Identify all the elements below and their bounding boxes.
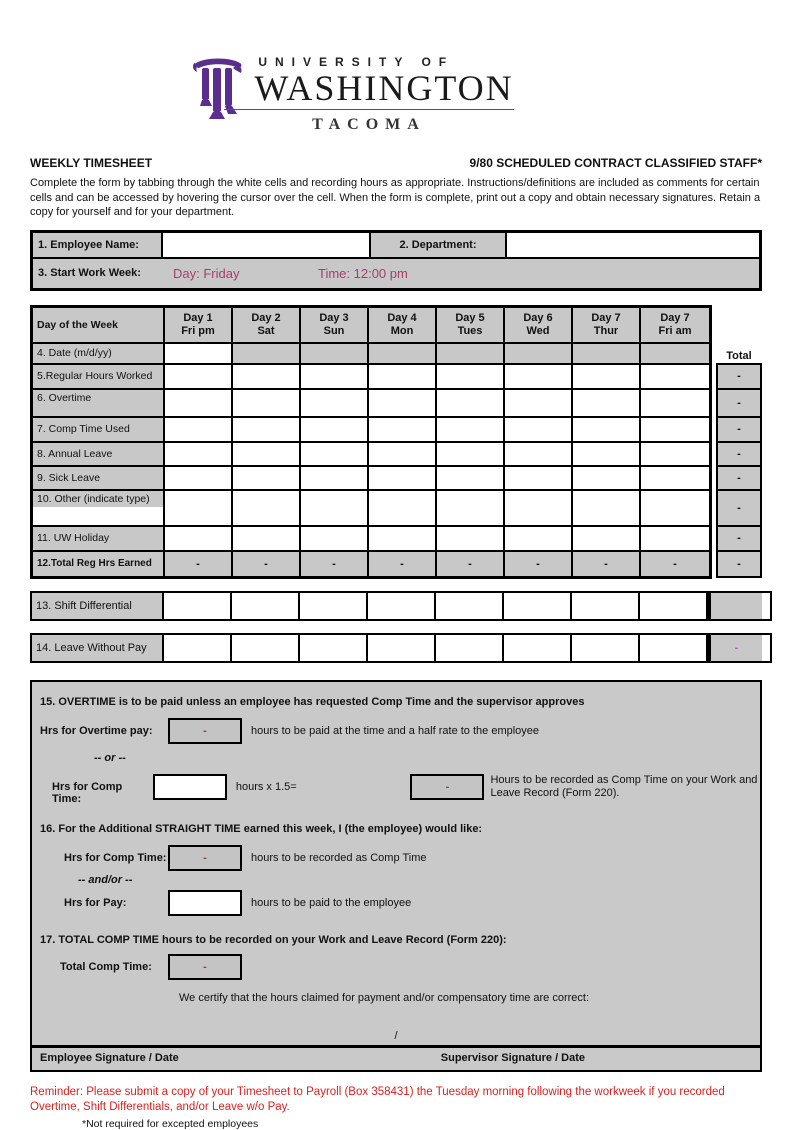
hours-cell[interactable] bbox=[641, 390, 709, 416]
hours-cell[interactable] bbox=[505, 443, 573, 465]
employee-name-label: 1. Employee Name: bbox=[33, 233, 163, 257]
shift-differential-band bbox=[30, 591, 772, 621]
section16-title: 16. For the Additional STRAIGHT TIME earned this week, I (the employee) would like: bbox=[40, 822, 483, 835]
date-cell bbox=[505, 344, 573, 363]
section17-title: 17. TOTAL COMP TIME hours to be recorded on your Work and Leave Record (Form 220): bbox=[40, 933, 507, 946]
mult-text: hours x 1.5= bbox=[235, 780, 297, 793]
logo-divider bbox=[224, 109, 513, 110]
total-regular: - bbox=[716, 363, 762, 390]
hours-cell[interactable] bbox=[369, 443, 437, 465]
start-day-value[interactable]: Day: Friday bbox=[173, 265, 240, 281]
shift-cell[interactable] bbox=[232, 593, 300, 619]
form-subtitle: 9/80 SCHEDULED CONTRACT CLASSIFIED STAFF* bbox=[469, 156, 762, 170]
date-cell bbox=[573, 344, 641, 363]
hours-cell[interactable] bbox=[505, 390, 573, 416]
shift-cell[interactable] bbox=[300, 593, 368, 619]
start-time-value[interactable]: Time: 12:00 pm bbox=[318, 265, 408, 281]
start-work-week-row bbox=[33, 259, 759, 288]
comp-time-desc-16: hours to be recorded as Comp Time bbox=[251, 851, 427, 864]
hrs-comp-time-label-15: Hrs for Comp Time: bbox=[52, 780, 123, 805]
lwop-cell[interactable] bbox=[436, 635, 504, 661]
hours-cell[interactable] bbox=[573, 390, 641, 416]
certify-text: We certify that the hours claimed for payment and/or compensatory time are correct: bbox=[179, 991, 590, 1004]
hours-cell[interactable] bbox=[437, 390, 505, 416]
hours-cell[interactable] bbox=[573, 527, 641, 550]
hours-cell[interactable] bbox=[165, 527, 233, 550]
hours-cell[interactable] bbox=[301, 418, 369, 441]
row-other bbox=[33, 491, 709, 527]
table-header-row bbox=[33, 308, 709, 344]
shift-cell[interactable] bbox=[368, 593, 436, 619]
row-total-reg-label: 12.Total Reg Hrs Earned bbox=[33, 552, 165, 576]
col-header-day6: Day 6 Wed bbox=[505, 308, 573, 342]
total-reg-cell: - bbox=[437, 552, 505, 576]
hours-cell[interactable] bbox=[369, 467, 437, 489]
col-header-day2: Day 2 Sat bbox=[233, 308, 301, 342]
hours-cell[interactable] bbox=[301, 390, 369, 416]
supervisor-signature-label: Supervisor Signature / Date bbox=[440, 1051, 586, 1064]
payroll-reminder: Reminder: Please submit a copy of your Timesheet to Payroll (Box 358431) the Tuesday morning following the workweek if you recorded Overtime, Shift Differentials, and/or Leave w/o Pay. bbox=[30, 1085, 725, 1114]
comp-result-desc: Hours to be recorded as Comp Time on your Work and Leave Record (Form 220). bbox=[490, 773, 758, 799]
date-cell bbox=[233, 344, 301, 363]
shift-cell[interactable] bbox=[504, 593, 572, 619]
lwop-cell[interactable] bbox=[572, 635, 640, 661]
hours-cell[interactable] bbox=[301, 467, 369, 489]
col-header-day5: Day 5 Tues bbox=[437, 308, 505, 342]
hours-cell[interactable] bbox=[505, 418, 573, 441]
signature-slash: / bbox=[394, 1029, 398, 1042]
corner-header: Day of the Week bbox=[33, 308, 165, 342]
leave-without-pay-band bbox=[30, 633, 772, 663]
section15-title: 15. OVERTIME is to be paid unless an employee has requested Comp Time and the supervisor approves bbox=[40, 695, 585, 708]
logo-tacoma: TACOMA bbox=[312, 116, 426, 133]
hours-cell[interactable] bbox=[641, 467, 709, 489]
hours-cell[interactable] bbox=[165, 365, 233, 388]
hours-cell[interactable] bbox=[233, 467, 301, 489]
total-sick: - bbox=[716, 465, 762, 491]
row-annual-label: 8. Annual Leave bbox=[33, 443, 165, 465]
row-sick-leave bbox=[33, 467, 709, 491]
total-reg-cell: - bbox=[369, 552, 437, 576]
hours-cell[interactable] bbox=[437, 527, 505, 550]
shift-differential-total bbox=[708, 593, 762, 619]
row-other-label: 10. Other (indicate type) bbox=[33, 491, 163, 507]
hours-cell[interactable] bbox=[233, 365, 301, 388]
start-work-week-label: 3. Start Work Week: bbox=[38, 267, 141, 280]
hours-cell[interactable] bbox=[165, 467, 233, 489]
hrs-for-pay-label: Hrs for Pay: bbox=[64, 896, 127, 909]
hours-cell[interactable] bbox=[233, 491, 301, 525]
hours-cell[interactable] bbox=[573, 443, 641, 465]
or-separator: -- or -- bbox=[94, 751, 126, 764]
hrs-comp-time-label-16: Hrs for Comp Time: bbox=[64, 851, 167, 864]
row-sick-label: 9. Sick Leave bbox=[33, 467, 165, 489]
excepted-footnote: *Not required for excepted employees bbox=[82, 1117, 259, 1130]
employee-row bbox=[33, 233, 759, 259]
row-overtime bbox=[33, 390, 709, 418]
total-other: - bbox=[716, 489, 762, 527]
hours-cell[interactable] bbox=[165, 418, 233, 441]
hrs-comp-time-input-15[interactable] bbox=[153, 774, 227, 800]
hours-cell[interactable] bbox=[369, 418, 437, 441]
col-header-day7: Day 7 Thur bbox=[573, 308, 641, 342]
hours-cell[interactable] bbox=[437, 491, 505, 525]
leave-without-pay-label: 14. Leave Without Pay bbox=[32, 635, 164, 661]
total-reg-cell: - bbox=[233, 552, 301, 576]
form-title: WEEKLY TIMESHEET bbox=[30, 156, 153, 170]
hours-cell[interactable] bbox=[641, 443, 709, 465]
row-uw-holiday bbox=[33, 527, 709, 552]
row-total-reg-hrs bbox=[33, 552, 709, 576]
hours-cell[interactable] bbox=[641, 418, 709, 441]
lwop-cell[interactable] bbox=[640, 635, 708, 661]
total-column bbox=[716, 305, 762, 578]
row-comp-time-used bbox=[33, 418, 709, 443]
date-cell bbox=[437, 344, 505, 363]
hours-cell[interactable] bbox=[165, 390, 233, 416]
hrs-comp-time-value-16: - bbox=[168, 845, 242, 871]
hours-cell[interactable] bbox=[301, 365, 369, 388]
hrs-overtime-pay-label: Hrs for Overtime pay: bbox=[40, 724, 153, 737]
uw-logo bbox=[0, 0, 748, 134]
hours-cell[interactable] bbox=[573, 365, 641, 388]
total-comp-time-label: Total Comp Time: bbox=[60, 960, 152, 973]
leave-without-pay-total: - bbox=[708, 635, 762, 661]
hours-cell[interactable] bbox=[641, 527, 709, 550]
hrs-overtime-pay-value: - bbox=[168, 718, 242, 744]
hours-cell[interactable] bbox=[573, 467, 641, 489]
col-header-day3: Day 3 Sun bbox=[301, 308, 369, 342]
hours-cell[interactable] bbox=[301, 527, 369, 550]
logo-university-of: UNIVERSITY OF bbox=[258, 55, 455, 69]
row-date bbox=[33, 344, 709, 365]
hours-cell[interactable] bbox=[641, 365, 709, 388]
total-reg-earned: - bbox=[716, 550, 762, 578]
lwop-cell[interactable] bbox=[164, 635, 232, 661]
col-header-day7b: Day 7 Fri am bbox=[641, 308, 709, 342]
hours-cell[interactable] bbox=[165, 491, 233, 525]
row-other-label-cell bbox=[33, 491, 165, 525]
shift-cell[interactable] bbox=[164, 593, 232, 619]
hours-cell[interactable] bbox=[437, 467, 505, 489]
employee-info-table bbox=[30, 230, 762, 291]
col-header-day1: Day 1 Fri pm bbox=[165, 308, 233, 342]
row-holiday-label: 11. UW Holiday bbox=[33, 527, 165, 550]
total-comp-used: - bbox=[716, 416, 762, 443]
hours-cell[interactable] bbox=[437, 365, 505, 388]
total-reg-cell: - bbox=[573, 552, 641, 576]
employee-signature-label: Employee Signature / Date bbox=[40, 1051, 179, 1064]
hours-cell[interactable] bbox=[505, 467, 573, 489]
date-cell[interactable] bbox=[165, 344, 233, 363]
row-date-label: 4. Date (m/d/yy) bbox=[33, 344, 165, 363]
hours-cell[interactable] bbox=[573, 491, 641, 525]
day-grid bbox=[30, 305, 712, 579]
overtime-pay-desc: hours to be paid at the time and a half rate to the employee bbox=[251, 724, 540, 737]
hours-cell[interactable] bbox=[369, 390, 437, 416]
row-annual-leave bbox=[33, 443, 709, 467]
total-overtime: - bbox=[716, 388, 762, 418]
date-cell bbox=[301, 344, 369, 363]
hours-cell[interactable] bbox=[505, 491, 573, 525]
hours-cell[interactable] bbox=[369, 527, 437, 550]
overtime-comp-box bbox=[30, 680, 762, 1072]
hours-cell[interactable] bbox=[437, 443, 505, 465]
department-input[interactable] bbox=[507, 233, 759, 257]
lwop-cell[interactable] bbox=[504, 635, 572, 661]
hours-cell[interactable] bbox=[369, 365, 437, 388]
employee-name-input[interactable] bbox=[163, 233, 371, 257]
total-holiday: - bbox=[716, 525, 762, 552]
hours-cell[interactable] bbox=[233, 527, 301, 550]
date-cell bbox=[369, 344, 437, 363]
comp-result-value: - bbox=[410, 774, 484, 800]
date-cell bbox=[641, 344, 709, 363]
lwop-cell[interactable] bbox=[368, 635, 436, 661]
total-reg-cell: - bbox=[165, 552, 233, 576]
total-column-header bbox=[716, 305, 762, 365]
department-label: 2. Department: bbox=[371, 233, 507, 257]
total-reg-cell: - bbox=[641, 552, 709, 576]
total-annual: - bbox=[716, 441, 762, 467]
signature-row bbox=[32, 1045, 760, 1070]
andor-separator: -- and/or -- bbox=[78, 873, 133, 886]
shift-cell[interactable] bbox=[572, 593, 640, 619]
row-regular-label: 5.Regular Hours Worked bbox=[33, 365, 165, 388]
hours-cell[interactable] bbox=[505, 365, 573, 388]
hours-cell[interactable] bbox=[369, 491, 437, 525]
hours-cell[interactable] bbox=[233, 443, 301, 465]
hours-cell[interactable] bbox=[233, 418, 301, 441]
row-regular-hours bbox=[33, 365, 709, 390]
row-comp-used-label: 7. Comp Time Used bbox=[33, 418, 165, 441]
total-comp-time-value: - bbox=[168, 954, 242, 980]
row-overtime-label: 6. Overtime bbox=[33, 390, 165, 416]
shift-differential-label: 13. Shift Differential bbox=[32, 593, 164, 619]
total-reg-cell: - bbox=[301, 552, 369, 576]
hours-cell[interactable] bbox=[505, 527, 573, 550]
col-header-day4: Day 4 Mon bbox=[369, 308, 437, 342]
lwop-cell[interactable] bbox=[232, 635, 300, 661]
hours-cell[interactable] bbox=[573, 418, 641, 441]
total-reg-cell: - bbox=[505, 552, 573, 576]
hours-cell[interactable] bbox=[301, 491, 369, 525]
uw-column-logo-icon bbox=[192, 55, 244, 125]
pay-desc: hours to be paid to the employee bbox=[251, 896, 412, 909]
logo-washington: WASHINGTON bbox=[254, 68, 514, 108]
other-type-input[interactable] bbox=[33, 507, 163, 525]
total-header-label: Total bbox=[726, 349, 752, 362]
shift-cell[interactable] bbox=[640, 593, 708, 619]
hours-cell[interactable] bbox=[233, 390, 301, 416]
shift-cell[interactable] bbox=[436, 593, 504, 619]
hours-cell[interactable] bbox=[165, 443, 233, 465]
hours-cell[interactable] bbox=[641, 491, 709, 525]
instructions-text: Complete the form by tabbing through the white cells and recording hours as appropriate. Instructions/definitions are included as comments for certain cells and can be accessed by hovering the cursor over the cell. When the form is complete, print out a copy and obtain necessary signatures. Retain a copy for yourself and for your department. bbox=[30, 177, 761, 219]
title-bar bbox=[30, 156, 762, 170]
hrs-for-pay-input[interactable] bbox=[168, 890, 242, 916]
lwop-cell[interactable] bbox=[300, 635, 368, 661]
hours-table bbox=[30, 305, 762, 579]
hours-cell[interactable] bbox=[301, 443, 369, 465]
hours-cell[interactable] bbox=[437, 418, 505, 441]
